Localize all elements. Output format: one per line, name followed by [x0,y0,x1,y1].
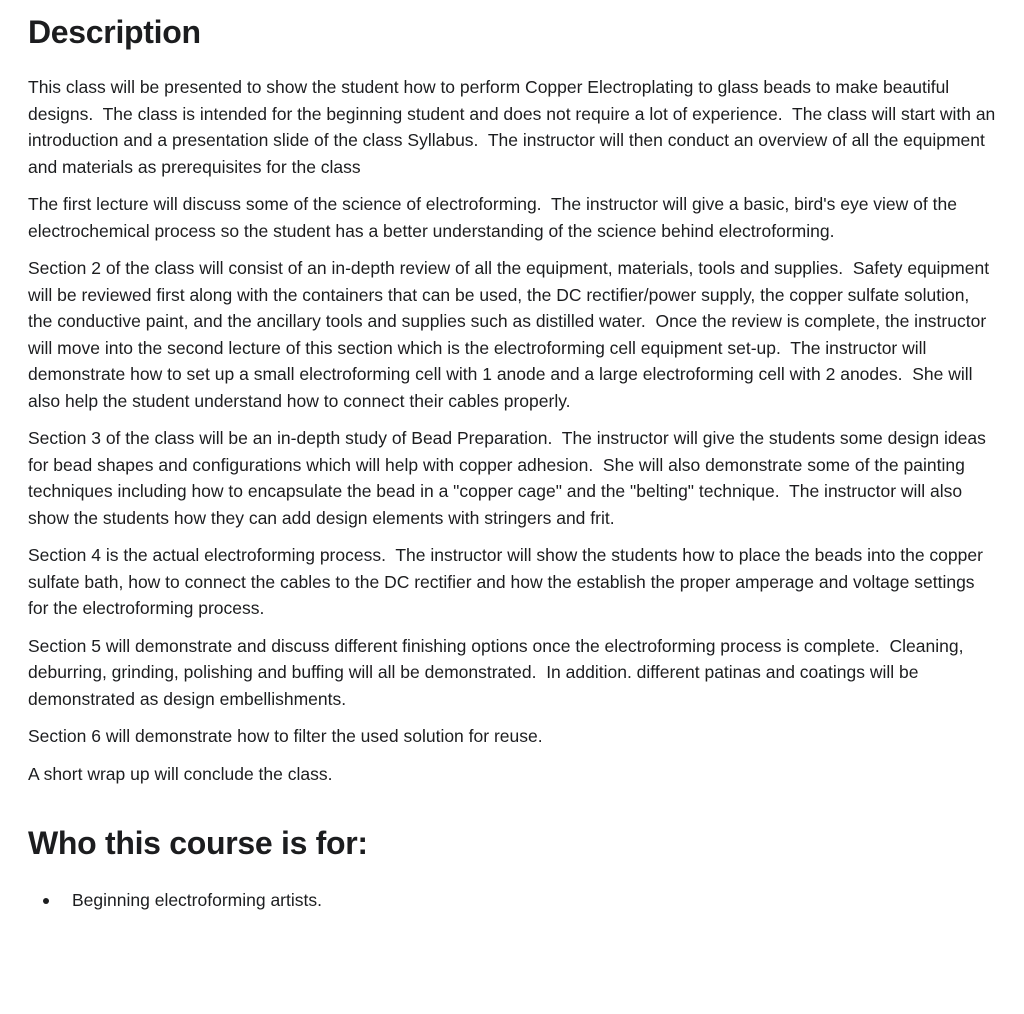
audience-list [28,887,996,914]
bullet-icon [43,898,49,904]
description-paragraph: Section 2 of the class will consist of an in-depth review of all the equipment, materials, tools and supplies. Safety equipment will be reviewed first along with the containers that can be used, the DC rectifier/power supply, the copper sulfate solution, the conductive paint, and the ancillary tools and supplies such as distilled water. Once the review is complete, the instructor will move into the second lecture of this section which is the electroforming cell equipment set-up. The instructor will demonstrate how to set up a small electroforming cell with 1 anode and a large electroforming cell with 2 anodes. She will also help the student understand how to connect their cables properly. [28,258,994,411]
audience-item-text: Beginning electroforming artists. [72,890,322,910]
audience-heading: Who this course is for: [28,825,368,861]
description-paragraph: Section 6 will demonstrate how to filter the used solution for reuse. [28,726,543,746]
description-paragraph: The first lecture will discuss some of the science of electroforming. The instructor will give a basic, bird's eye view of the electrochemical process so the student has a better understanding of the science behind electroforming. [28,194,962,241]
description-paragraph: Section 4 is the actual electroforming process. The instructor will show the students how to place the beads into the copper sulfate bath, how to connect the cables to the DC rectifier and how the establish the proper amperage and voltage settings for the electroforming process. [28,545,988,618]
audience-list-item [28,887,996,914]
description-paragraph: A short wrap up will conclude the class. [28,763,333,784]
description-paragraph: This class will be presented to show the student how to perform Copper Electroplating to glass beads to make beautiful designs. The class is intended for the beginning student and does not require a lot of experience. The class will start with an introduction and a presentation slide of the class Syllabus. The instructor will then conduct an overview of all the equipment and materials as prerequisites for the class [28,77,1001,177]
description-paragraph: Section 5 will demonstrate and discuss different finishing options once the electroforming process is complete. Cleaning, deburring, grinding, polishing and buffing will all be demonstrated. In addition. different patinas and coatings will be demonstrated as design embellishments. [28,635,969,709]
description-section [28,10,1001,787]
audience-section [28,821,996,914]
description-paragraph: Section 3 of the class will be an in-depth study of Bead Preparation. The instructor will give the students some design ideas for bead shapes and configurations which will help with copper adhesion. She will also demonstrate some of the painting techniques including how to encapsulate the bead in a "copper cage" and the "belting" technique. The instructor will also show the students how they can add design elements with stringers and frit. [28,428,991,528]
description-heading: Description [28,14,201,50]
